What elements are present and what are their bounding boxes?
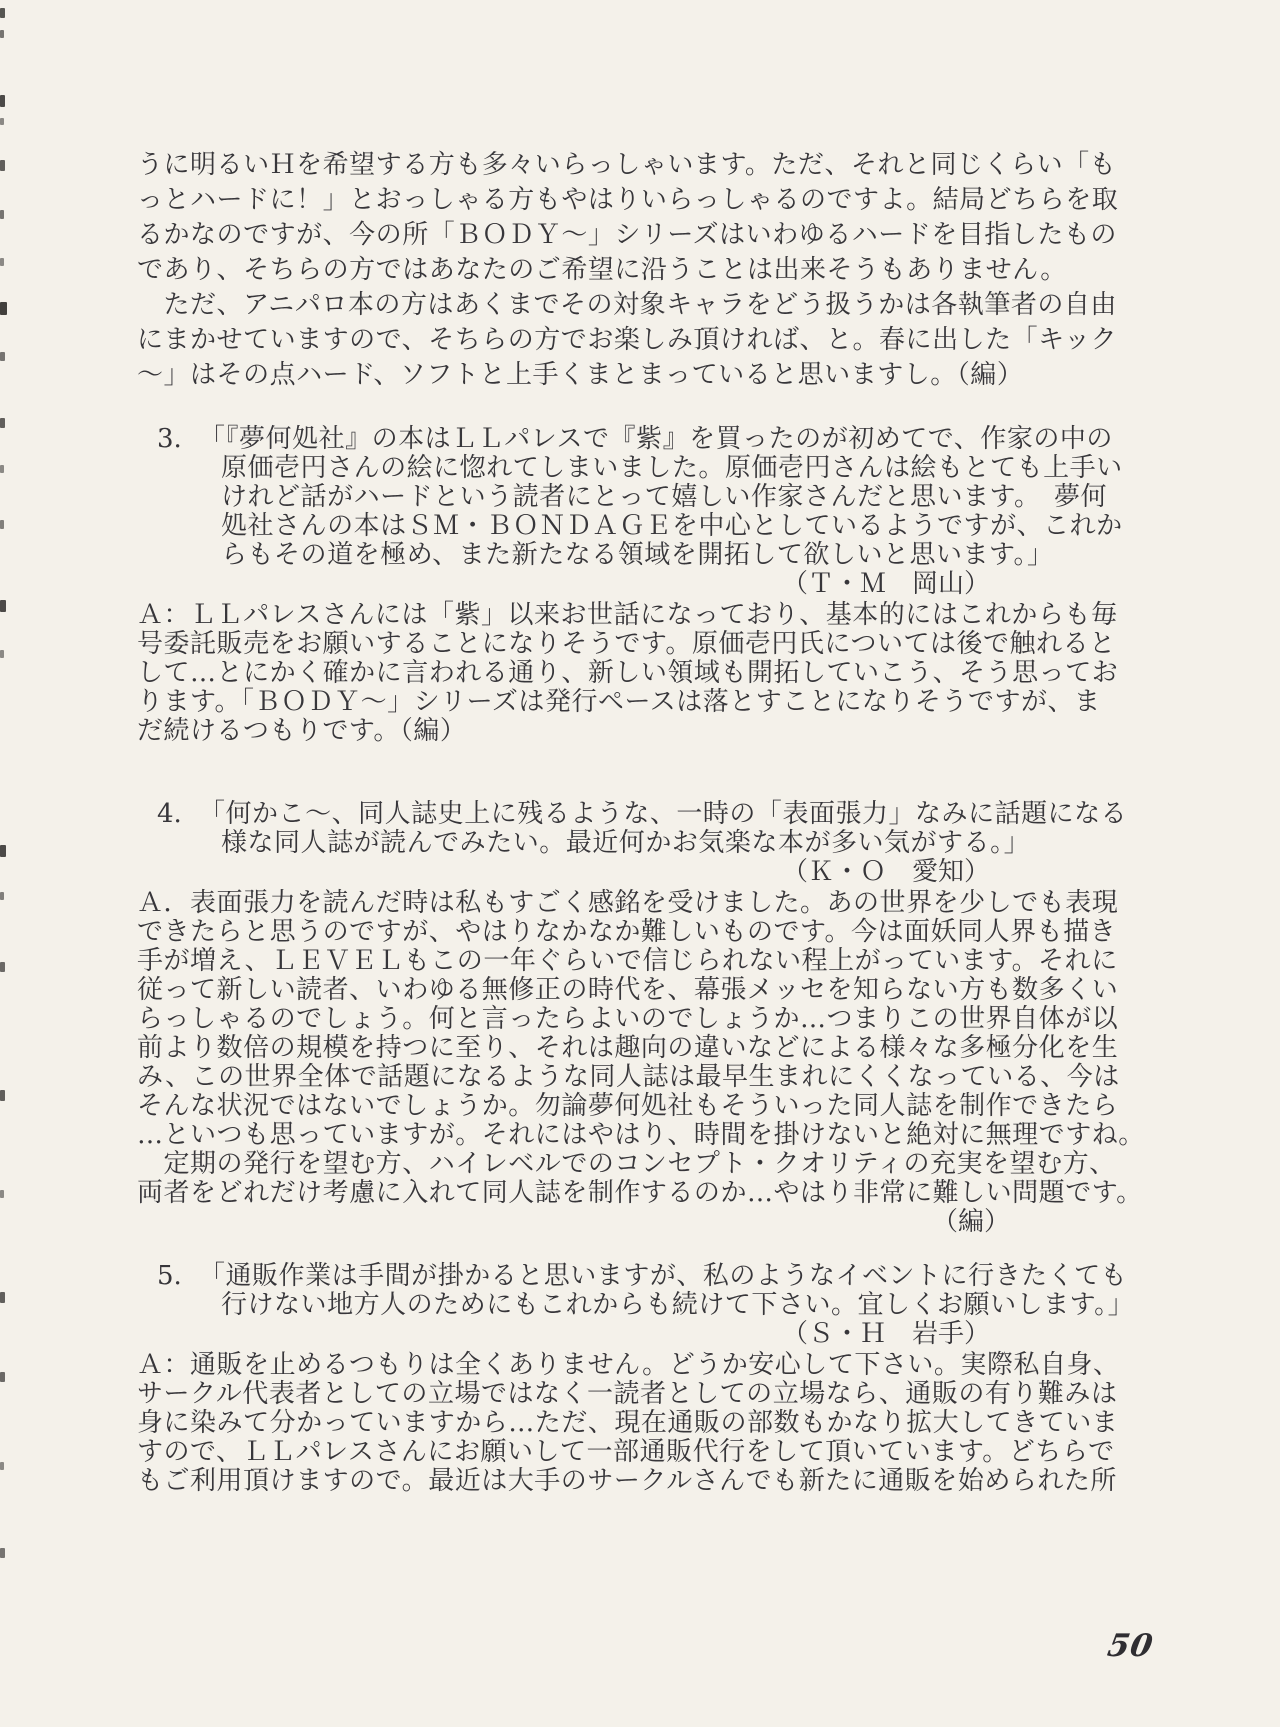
scan-artifact-mark (0, 465, 4, 473)
text-line: そんな状況ではないでしょうか。勿論夢何処社もそういった同人誌を制作できたら (137, 1091, 1119, 1121)
question-number: 5. (157, 1261, 182, 1291)
intro-paragraph (137, 148, 1119, 393)
text-line: だ続けるつもりです。（編） (137, 716, 467, 746)
scan-artifact-mark (0, 302, 7, 315)
scan-artifact-mark (0, 1292, 5, 1303)
scan-artifact-mark (0, 160, 5, 171)
text-line: 様な同人誌が読んでみたい。最近何かお気楽な本が多い気がする。」 (221, 828, 1031, 858)
scan-artifact-mark (0, 650, 4, 658)
text-line: 「『夢何処社』の本はＬＬパレスで『紫』を買ったのが初めてで、作家の中の (199, 424, 1113, 454)
scan-artifact-mark (0, 210, 4, 219)
question-number: 4. (157, 799, 182, 829)
scan-artifact-mark (0, 600, 6, 612)
scan-artifact-mark (0, 30, 4, 38)
text-line: …といつも思っていますが。それにはやはり、時間を掛けないと絶対に無理ですね。 (137, 1120, 1145, 1150)
question-text (199, 1262, 1134, 1320)
text-line: 定期の発行を望む方、ハイレベルでのコンセプト・クオリティの充実を望む方、 (137, 1149, 1116, 1179)
scan-artifact-mark (0, 8, 5, 18)
answer-text (137, 1350, 1120, 1496)
text-line: 「何かこ〜、同人誌史上に残るような、一時の「表面張力」なみに話題になる (199, 799, 1128, 829)
text-line: Ａ：ＬＬパレスさんには「紫」以来お世話になっており、基本的にはこれからも毎 (137, 600, 1118, 630)
text-line: ります。「ＢＯＤＹ〜」シリーズは発行ペースは落とすことになりそうですが、ま (137, 687, 1101, 717)
qa-section-3 (137, 424, 1123, 746)
text-line: うに明るいＨを希望する方も多々いらっしゃいます。ただ、それと同じくらい「も (137, 150, 1117, 180)
text-line: 号委託販売をお願いすることになりそうです。原価壱円氏については後で触れると (137, 629, 1116, 659)
question-text (199, 425, 1123, 570)
text-line: み、この世界全体で話題になるような同人誌は最早生まれにくくなっている、今は (137, 1062, 1120, 1092)
scan-artifact-mark (0, 258, 4, 266)
scan-artifact-mark (0, 1462, 4, 1470)
scan-artifact-mark (0, 845, 6, 857)
text-line: 「通販作業は手間が掛かると思いますが、私のようなイベントに行きたくても (199, 1261, 1128, 1291)
text-line: 前より数倍の規模を持つに至り、それは趣向の違いなどによる様々な多極分化を生 (137, 1033, 1119, 1063)
text-line: サークル代表者としての立場ではなく一読者としての立場なら、通販の有り難みは (137, 1379, 1118, 1409)
question-row (137, 424, 1123, 570)
text-line: るかなのですが、今の所「ＢＯＤＹ〜」シリーズはいわゆるハードを目指したもの (137, 220, 1117, 250)
text-line: 処社さんの本はＳＭ・ＢＯＮＤＡＧＥを中心としているようですが、これか (221, 511, 1123, 541)
qa-section-5 (137, 1261, 1135, 1496)
text-line: にまかせていますので、そちらの方でお楽しみ頂ければ、と。春に出した「キック (137, 325, 1118, 355)
answer-text (137, 888, 1145, 1208)
scan-artifact-mark (0, 520, 4, 529)
text-line: 両者をどれだけ考慮に入れて同人誌を制作するのか…やはり非常に難しい問題です。 (137, 1178, 1143, 1208)
text-line: すので、ＬＬパレスさんにお願いして一部通販代行をして頂いています。どちらで (137, 1437, 1115, 1467)
text-line: Ａ：通販を止めるつもりは全くありません。どうか安心して下さい。実際私自身、 (137, 1350, 1120, 1380)
text-line: であり、そちらの方ではあなたのご希望に沿うことは出来そうもありません。 (137, 255, 1067, 285)
text-line: 〜」はその点ハード、ソフトと上手くまとまっていると思いますし。（編） (137, 360, 1024, 390)
question-number: 3. (157, 424, 182, 454)
text-line: もご利用頂けますので。最近は大手のサークルさんでも新たに通販を始められた所 (137, 1466, 1117, 1496)
text-line: っとハードに！」とおっしゃる方もやはりいらっしゃるのですよ。結局どちらを取 (137, 185, 1119, 215)
scan-artifact-mark (0, 962, 5, 972)
answer-text (137, 600, 1119, 746)
scan-artifact-mark (0, 118, 4, 125)
text-line: ただ、アニパロ本の方はあくまでその対象キャラをどう扱うかは各執筆者の自由 (137, 290, 1117, 320)
question-attribution: （Ｔ・Ｍ 岡山） (781, 569, 990, 599)
text-line: らっしゃるのでしょう。何と言ったらよいのでしょうか…つまりこの世界自体が以 (137, 1004, 1119, 1034)
scan-artifact-mark (0, 418, 5, 428)
editor-sign: （編） (931, 1207, 1010, 1237)
text-line: Ａ．表面張力を読んだ時は私もすごく感銘を受けました。あの世界を少しでも表現 (137, 888, 1119, 918)
text-line: して…とにかく確かに言われる通り、新しい領域も開拓していこう、そう思ってお (137, 658, 1119, 688)
scan-artifact-mark (0, 1190, 4, 1198)
scan-artifact-mark (0, 1548, 5, 1558)
scan-artifact-mark (0, 892, 4, 900)
scan-artifact-mark (0, 1090, 5, 1101)
question-attribution: （Ｓ・Ｈ 岩手） (781, 1319, 990, 1349)
question-attribution: （Ｋ・Ｏ 愛知） (781, 857, 990, 887)
scan-artifact-mark (0, 95, 5, 107)
text-line: 手が増え、ＬＥＶＥＬもこの一年ぐらいで信じられない程上がっています。それに (137, 946, 1118, 976)
text-line: 行けない地方人のためにもこれからも続けて下さい。宜しくお願いします。」 (221, 1290, 1135, 1320)
text-line: 従って新しい読者、いわゆる無修正の時代を、幕張メッセを知らない方も数多くい (137, 975, 1119, 1005)
text-line: 原価壱円さんの絵に惚れてしまいました。原価壱円さんは絵もとても上手い (221, 453, 1123, 483)
question-row (137, 799, 1128, 858)
question-text (199, 800, 1127, 858)
text-line: できたらと思うのですが、やはりなかなか難しいものです。今は面妖同人界も描き (137, 917, 1117, 947)
text-line: 身に染みて分かっていますから…ただ、現在通販の部数もかなり拡大してきていま (137, 1408, 1119, 1438)
text-line: らもその道を極め、また新たなる領域を開拓して欲しいと思います。」 (221, 540, 1054, 570)
text-line: けれど話がハードという読者にとって嬉しい作家さんだと思います。 夢何 (221, 482, 1108, 512)
page-number: 50 (1104, 1628, 1157, 1664)
scan-artifact-mark (0, 352, 5, 361)
scan-artifact-mark (0, 1372, 5, 1382)
question-row (137, 1261, 1135, 1320)
qa-section-4 (137, 799, 1145, 1237)
